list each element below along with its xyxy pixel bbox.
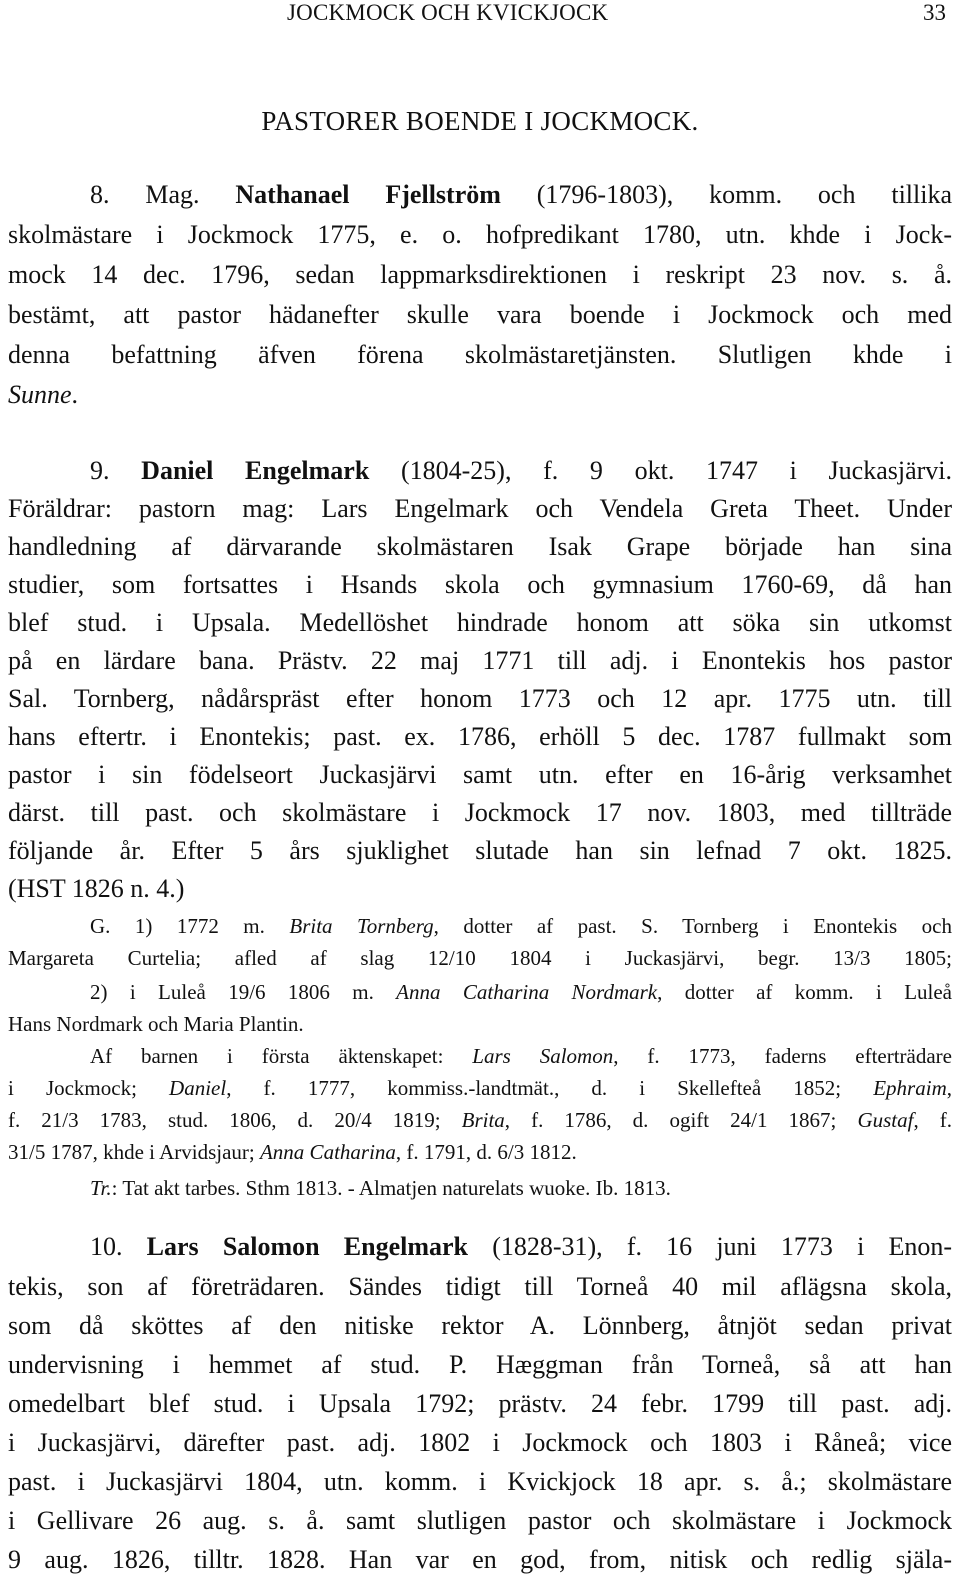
page-header bbox=[0, 0, 960, 34]
pastor-name: Daniel Engelmark bbox=[141, 456, 370, 485]
child-name: Ephraim bbox=[873, 1076, 947, 1100]
entry-9-line: Sal. Tornberg, nådårspräst efter honom 1773 och 12 apr. 1775 utn. till bbox=[8, 684, 952, 713]
entry-8-line: Sunne. bbox=[8, 380, 79, 409]
entry-9-line: följande år. Efter 5 års sjuklighet slutade han sin lefnad 7 okt. 1825. bbox=[8, 836, 952, 865]
entry-9-line: hans eftertr. i Enontekis; past. ex. 1786, erhöll 5 dec. 1787 fullmakt som bbox=[8, 722, 952, 751]
entry-8-line: 8. Mag. Nathanael Fjellström (1796-1803), komm. och tillika bbox=[90, 180, 952, 209]
place-name: Sunne bbox=[8, 380, 72, 409]
child-name: Daniel bbox=[169, 1076, 227, 1100]
child-name: Brita bbox=[461, 1108, 505, 1132]
marriage-line: Hans Nordmark och Maria Plantin. bbox=[8, 1012, 304, 1036]
entry-10-line: i Gellivare 26 aug. s. å. samt slutligen pastor och skolmästare i Jockmock bbox=[8, 1506, 952, 1535]
children-line: Af barnen i första äktenskapet: Lars Salomon, f. 1773, faderns efterträdare bbox=[90, 1044, 952, 1068]
entry-9-line: (HST 1826 n. 4.) bbox=[8, 874, 185, 903]
children-line: 31/5 1787, khde i Arvidsjaur; Anna Catharina, f. 1791, d. 6/3 1812. bbox=[8, 1140, 577, 1164]
page-number: 33 bbox=[923, 0, 946, 25]
child-name: Lars Salomon bbox=[472, 1044, 614, 1068]
entry-8-line: mock 14 dec. 1796, sedan lappmarksdirektionen i reskript 23 nov. s. å. bbox=[8, 260, 952, 289]
marriage-line: Margareta Curtelia; afled af slag 12/10 1804 i Juckasjärvi, begr. 13/3 1805; bbox=[8, 946, 952, 970]
child-name: Gustaf bbox=[857, 1108, 914, 1132]
entry-8-line: bestämt, att pastor hädanefter skulle vara boende i Jockmock och med bbox=[8, 300, 952, 329]
marriage-line: 2) i Luleå 19/6 1806 m. Anna Catharina Nordmark, dotter af komm. i Luleå bbox=[90, 980, 952, 1004]
entry-9-line: på en lärdare bana. Prästv. 22 maj 1771 till adj. i Enontekis hos pastor bbox=[8, 646, 952, 675]
entry-10-line: omedelbart blef stud. i Upsala 1792; prästv. 24 febr. 1799 till past. adj. bbox=[8, 1389, 952, 1418]
pastor-name: Lars Salomon Engelmark bbox=[146, 1232, 469, 1261]
entry-9-line: pastor i sin födelseort Juckasjärvi samt utn. efter en 16-årig verksamhet bbox=[8, 760, 952, 789]
entry-9-line: studier, som fortsattes i Hsands skola och gymnasium 1760-69, då han bbox=[8, 570, 952, 599]
entry-9-line: handledning af därvarande skolmästaren Isak Grape började han sina bbox=[8, 532, 952, 561]
entry-9-line: 9. Daniel Engelmark (1804-25), f. 9 okt. 1747 i Juckasjärvi. bbox=[90, 456, 953, 485]
entry-9-line: Föräldrar: pastorn mag: Lars Engelmark och Vendela Greta Theet. Under bbox=[8, 494, 952, 523]
pastor-name: Nathanael Fjellström bbox=[235, 180, 501, 209]
spouse-name: Brita Tornberg bbox=[289, 914, 434, 938]
child-name: Anna Catharina bbox=[259, 1140, 396, 1164]
entry-10-line: tekis, son af företrädaren. Sändes tidigt till Torneå 40 mil aflägsna skola, bbox=[8, 1272, 952, 1301]
entry-10-line: 9 aug. 1826, tilltr. 1828. Han var en god, from, nitisk och redlig själa- bbox=[8, 1545, 952, 1574]
tr-label: Tr. bbox=[90, 1176, 112, 1200]
running-head: JOCKMOCK OCH KVICKJOCK bbox=[287, 0, 609, 25]
entry-10-line: undervisning i hemmet af stud. P. Hæggman från Torneå, så att han bbox=[8, 1350, 952, 1379]
entry-8-line: skolmästare i Jockmock 1775, e. o. hofpredikant 1780, utn. khde i Jock- bbox=[8, 220, 952, 249]
entry-10-line: som då sköttes af den nitiske rektor A. Lönnberg, åtnjöt sedan privat bbox=[8, 1311, 952, 1340]
children-line: i Jockmock; Daniel, f. 1777, kommiss.-landtmät., d. i Skellefteå 1852; Ephraim, bbox=[8, 1076, 952, 1100]
entry-10-line: 10. Lars Salomon Engelmark (1828-31), f. 16 juni 1773 i Enon- bbox=[90, 1232, 953, 1261]
marriage-line: G. 1) 1772 m. Brita Tornberg, dotter af past. S. Tornberg i Enontekis och bbox=[90, 914, 953, 938]
spouse-name: Anna Catharina Nordmark bbox=[396, 980, 658, 1004]
entry-9-line: blef stud. i Upsala. Medellöshet hindrade honom att söka sin utkomst bbox=[8, 608, 952, 637]
entry-9-line: därst. till past. och skolmästare i Jockmock 17 nov. 1803, med tillträde bbox=[8, 798, 952, 827]
children-line: f. 21/3 1783, stud. 1806, d. 20/4 1819; Brita, f. 1786, d. ogift 24/1 1867; Gustaf, f. bbox=[8, 1108, 952, 1132]
section-title: PASTORER BOENDE I JOCKMOCK. bbox=[261, 106, 699, 136]
tr-line: Tr.: Tat akt tarbes. Sthm 1813. - Almatjen naturelats wuoke. Ib. 1813. bbox=[90, 1176, 671, 1200]
entry-10-line: past. i Juckasjärvi 1804, utn. komm. i Kvickjock 18 apr. s. å.; skolmästare bbox=[8, 1467, 952, 1496]
entry-8-line: denna befattning äfven förena skolmästaretjänsten. Slutligen khde i bbox=[8, 340, 952, 369]
entry-10-line: i Juckasjärvi, därefter past. adj. 1802 i Jockmock och 1803 i Råneå; vice bbox=[8, 1428, 952, 1457]
